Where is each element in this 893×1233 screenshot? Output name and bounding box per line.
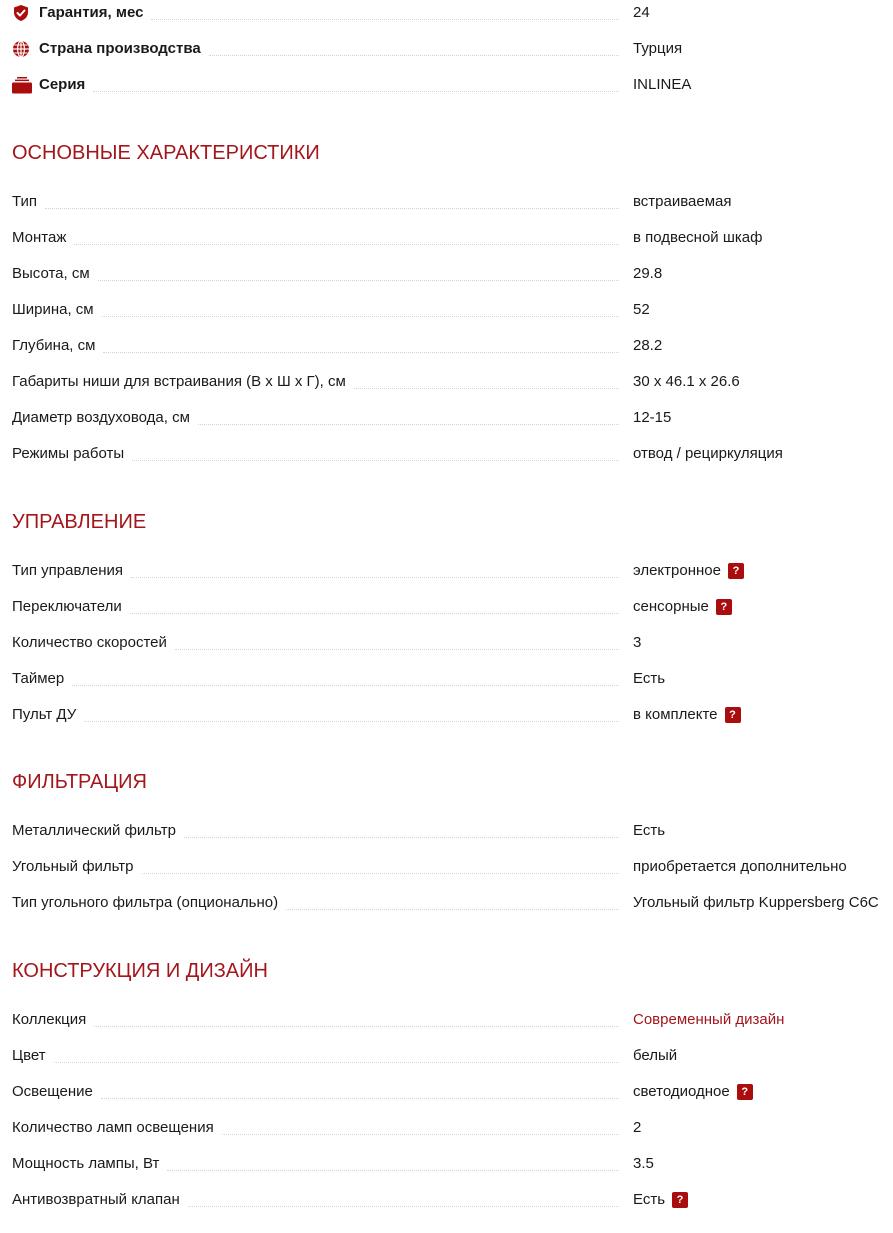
spec-value-text: 52 <box>633 301 650 318</box>
spec-value-text: 24 <box>633 4 650 21</box>
dotted-leader <box>142 873 619 874</box>
dotted-leader <box>151 19 619 20</box>
dotted-leader <box>354 388 619 389</box>
help-icon[interactable]: ? <box>716 599 732 615</box>
spec-row <box>12 593 893 629</box>
dotted-leader <box>132 460 619 461</box>
dotted-leader <box>188 1206 619 1207</box>
dotted-leader <box>222 1134 619 1135</box>
spec-label: Таймер <box>12 670 65 687</box>
spec-row <box>12 188 893 224</box>
spec-value-text: встраиваемая <box>633 193 732 210</box>
spec-label: Металлический фильтр <box>12 822 176 839</box>
spec-value-text: 12-15 <box>633 409 672 426</box>
spec-value-text: 3 <box>633 634 642 651</box>
section-title: ФИЛЬТРАЦИЯ <box>12 771 147 793</box>
dotted-leader <box>45 208 619 209</box>
spec-value <box>633 853 847 881</box>
spec-label: Антивозвратный клапан <box>12 1191 180 1208</box>
dotted-leader <box>103 352 619 353</box>
spec-value <box>633 1150 654 1178</box>
spec-value-text: отвод / рециркуляция <box>633 445 783 462</box>
spec-value-text: 2 <box>633 1119 642 1136</box>
help-icon[interactable]: ? <box>725 707 741 723</box>
spec-label: Ширина, см <box>12 301 94 318</box>
dotted-leader <box>94 1026 619 1027</box>
spec-row <box>12 35 893 71</box>
spec-value-text: INLINEA <box>633 76 692 93</box>
spec-value <box>633 817 665 845</box>
spec-value-text: в подвесной шкаф <box>633 229 763 246</box>
spec-value <box>633 1186 688 1214</box>
spec-row <box>12 296 893 332</box>
spec-label: Глубина, см <box>12 337 96 354</box>
spec-label: Угольный фильтр <box>12 858 134 875</box>
spec-value-text: сенсорные <box>633 598 709 615</box>
spec-value <box>633 593 732 621</box>
spec-row <box>12 71 893 107</box>
shield-check-icon <box>12 4 30 22</box>
spec-label: Количество скоростей <box>12 634 167 651</box>
spec-label: Режимы работы <box>12 445 125 462</box>
dotted-leader <box>93 91 619 92</box>
spec-label: Габариты ниши для встраивания (В x Ш x Г), см <box>12 373 346 390</box>
dotted-leader <box>101 1098 619 1099</box>
dotted-leader <box>209 55 619 56</box>
spec-value-text: 3.5 <box>633 1155 654 1172</box>
spec-row <box>12 404 893 440</box>
spec-value-text: 28.2 <box>633 337 663 354</box>
spec-value-text: светодиодное <box>633 1083 730 1100</box>
spec-row <box>12 817 893 853</box>
globe-icon <box>12 40 30 58</box>
spec-value-text: Есть <box>633 822 666 839</box>
help-icon[interactable]: ? <box>737 1084 753 1100</box>
spec-value <box>633 296 650 324</box>
dotted-leader <box>131 577 619 578</box>
spec-value-text: Угольный фильтр Kuppersberg C6C <box>633 894 879 911</box>
spec-value <box>633 224 762 252</box>
spec-value-text: Турция <box>633 40 683 57</box>
spec-value-text: 29.8 <box>633 265 663 282</box>
spec-value <box>633 701 741 729</box>
spec-value-text: в комплекте <box>633 706 718 723</box>
spec-value <box>633 35 682 63</box>
spec-row <box>12 853 893 889</box>
spec-label: Пульт ДУ <box>12 706 77 723</box>
help-icon[interactable]: ? <box>728 563 744 579</box>
section-title: ОСНОВНЫЕ ХАРАКТЕРИСТИКИ <box>12 142 320 164</box>
spec-label: Высота, см <box>12 265 90 282</box>
spec-value-text: электронное <box>633 562 721 579</box>
spec-label: Гарантия, мес <box>39 4 144 21</box>
spec-value <box>633 368 740 396</box>
series-stack-icon <box>12 76 30 94</box>
spec-value <box>633 665 665 693</box>
spec-value <box>633 260 662 288</box>
spec-label: Мощность лампы, Вт <box>12 1155 160 1172</box>
spec-label: Освещение <box>12 1083 93 1100</box>
spec-row <box>12 1042 893 1078</box>
spec-row <box>12 629 893 665</box>
spec-value-text[interactable]: Современный дизайн <box>633 1011 785 1028</box>
dotted-leader <box>102 316 619 317</box>
spec-label: Тип управления <box>12 562 123 579</box>
dotted-leader <box>167 1170 619 1171</box>
section-title: УПРАВЛЕНИЕ <box>12 511 147 533</box>
dotted-leader <box>74 244 619 245</box>
spec-value <box>633 1078 753 1106</box>
spec-row <box>12 1006 893 1042</box>
spec-row <box>12 1078 893 1114</box>
spec-value <box>633 1114 641 1142</box>
spec-value-text: белый <box>633 1047 678 1064</box>
spec-label: Страна производства <box>39 40 201 57</box>
spec-value <box>633 332 662 360</box>
spec-row <box>12 889 893 925</box>
spec-row <box>12 557 893 593</box>
spec-value <box>633 71 691 99</box>
spec-row <box>12 0 893 35</box>
spec-value-text: приобретается дополнительно <box>633 858 847 875</box>
help-icon[interactable]: ? <box>672 1192 688 1208</box>
spec-row <box>12 665 893 701</box>
spec-label: Тип угольного фильтра (опционально) <box>12 894 279 911</box>
dotted-leader <box>84 721 619 722</box>
section-title: КОНСТРУКЦИЯ И ДИЗАЙН <box>12 960 268 982</box>
spec-row <box>12 260 893 296</box>
spec-label: Количество ламп освещения <box>12 1119 214 1136</box>
dotted-leader <box>198 424 619 425</box>
spec-row <box>12 701 893 737</box>
spec-row <box>12 224 893 260</box>
spec-label: Цвет <box>12 1047 46 1064</box>
spec-value <box>633 188 732 216</box>
spec-row <box>12 368 893 404</box>
spec-row <box>12 1114 893 1150</box>
spec-row <box>12 1150 893 1186</box>
spec-label: Диаметр воздуховода, см <box>12 409 190 426</box>
spec-value <box>633 0 650 27</box>
spec-label: Тип <box>12 193 38 210</box>
dotted-leader <box>286 909 619 910</box>
dotted-leader <box>184 837 619 838</box>
dotted-leader <box>54 1062 619 1063</box>
spec-value <box>633 629 641 657</box>
spec-value-link[interactable] <box>633 1006 784 1034</box>
spec-value <box>633 440 783 468</box>
spec-value-text: Есть <box>633 670 666 687</box>
spec-value <box>633 1042 677 1070</box>
spec-label: Коллекция <box>12 1011 87 1028</box>
spec-row <box>12 1186 893 1222</box>
dotted-leader <box>72 685 619 686</box>
spec-value <box>633 404 671 432</box>
spec-label: Монтаж <box>12 229 67 246</box>
spec-value <box>633 889 879 917</box>
spec-value <box>633 557 744 585</box>
spec-label: Серия <box>39 76 86 93</box>
spec-row <box>12 332 893 368</box>
spec-row <box>12 440 893 476</box>
spec-value-text: 30 x 46.1 x 26.6 <box>633 373 740 390</box>
spec-value-text: Есть <box>633 1191 666 1208</box>
spec-label: Переключатели <box>12 598 122 615</box>
dotted-leader <box>175 649 619 650</box>
dotted-leader <box>130 613 619 614</box>
dotted-leader <box>98 280 619 281</box>
